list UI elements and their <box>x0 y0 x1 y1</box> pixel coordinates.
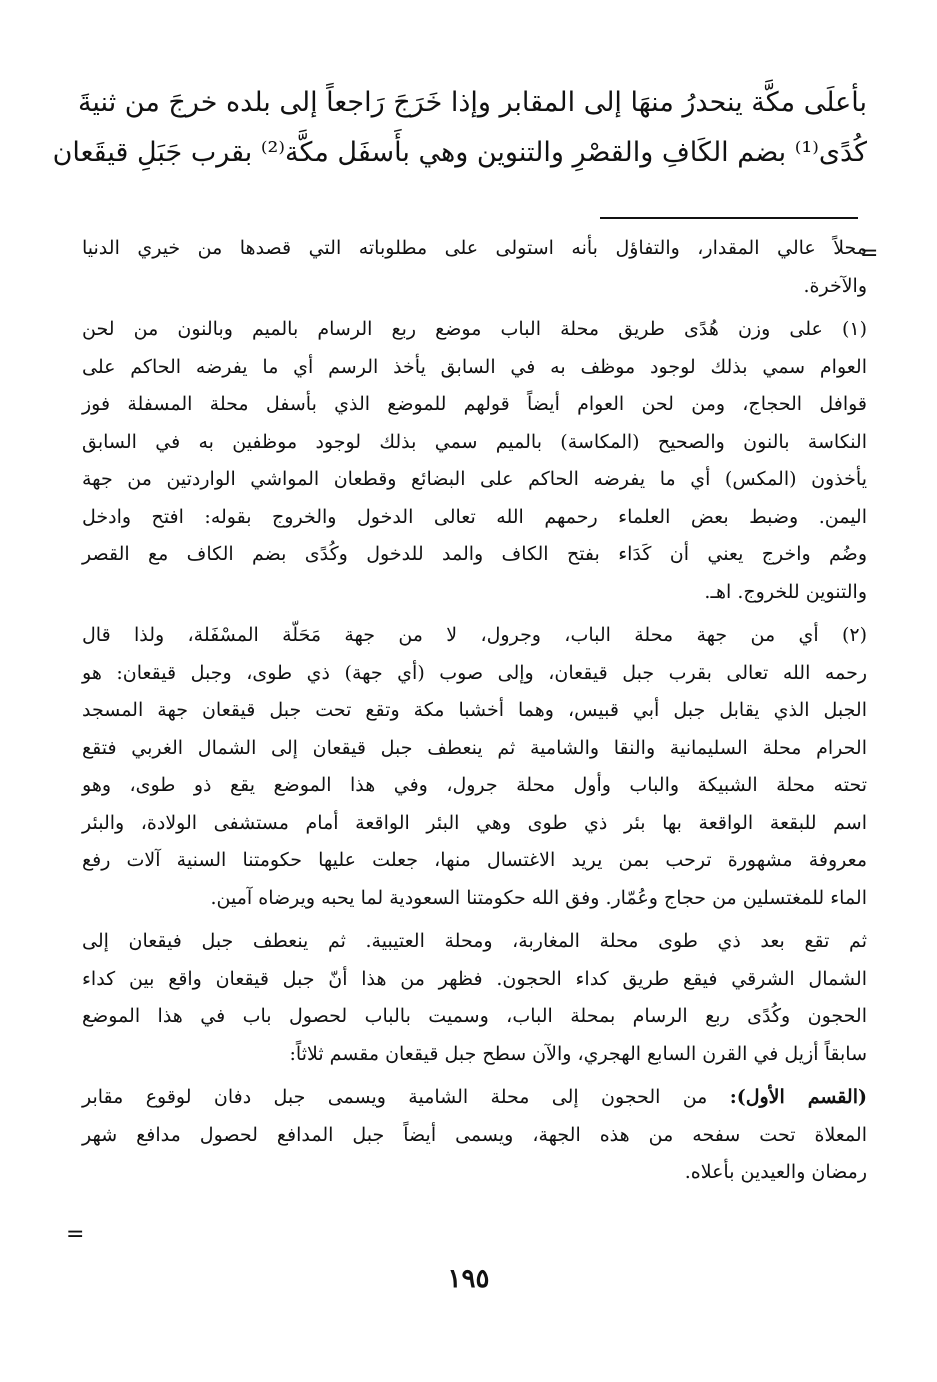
footnotes <box>82 230 867 1198</box>
footnote-line: (٢) أي من جهة محلة الباب، وجرول، لا من جهة مَحَلّة المسْفَلة، ولذا قال <box>82 624 867 646</box>
footnote-line: اسم للبقعة الواقعة بها بئر ذي طوى وهي البئر الواقعة أمام مستشفى الولادة، والبئر <box>82 811 867 834</box>
footnote-line: تحته محلة الشبيكة والباب وأول محلة جرول، وفي هذا الموضع يقع ذو طوى، وهو <box>82 774 867 796</box>
footnote-line: ثم تقع بعد ذي طوى محلة المغاربة، ومحلة العتيبية. ثم ينعطف جبل فيقعان إلى <box>82 930 867 952</box>
page-number: ١٩٥ <box>447 1264 490 1294</box>
footnote-line: الحرام محلة السليمانية والنقا والشامية ثم ينعطف جبل قيقعان إلى الشمال الغربي فتقع <box>82 736 867 759</box>
footnote-line: (١) على وزن هُدًى طريق محلة الباب موضع ربع الرسام بالميم وبالنون من لحن <box>82 318 867 340</box>
footnote-line: الجبل الذي يقابل جبل أبي قبيس، وهما أخشبا مكة وتقع تحت جبل قيقعان جهة المسجد <box>82 699 867 721</box>
footnote-line-text: من الحجون إلى محلة الشامية ويسمى جبل دفان لوقوع مقابر <box>82 1086 730 1108</box>
footnote-line: النكاسة بالنون والصحيح (المكاسة) بالميم سمي بذلك لوجود موظفين به في السابق <box>82 430 868 453</box>
footnote-line: قوافل الحجاج، ومن لحن العوام أيضاً قولهم للموضع الذي بأسفل محلة المسفلة فوز <box>82 393 867 415</box>
continuation-from-previous-mark: = <box>860 241 879 266</box>
footnote-line: العوام سمي بذلك لوجود موظف به في السابق يأخذ الرسم أي ما يفرضه الحاكم على <box>82 355 867 378</box>
footnote-2-continued <box>82 923 867 1073</box>
footnote-line: سابقاً أزيل في القرن السابع الهجري، والآن سطح جبل قيقعان مقسم ثلاثاً: <box>289 1042 867 1065</box>
footnote-line: والآخرة. <box>803 274 867 297</box>
footnote-line: وضُم واخرج يعني أن كَدَاء بفتح الكاف والمد للدخول وكُدًى بضم الكاف مع القصر <box>82 543 867 565</box>
footnote-line: رحمه الله تعالى بقرب جبل قيقعان، وإلى صوب (أي جهة) ذي طوى، وجبل قيقعان: هو <box>82 661 867 684</box>
footnote-separator <box>600 217 858 219</box>
footnote-line: الماء للمغتسلين من حجاج وعُمّار. وفق الله حكومتنا السعودية لما يحبه ويرضاه آمين. <box>210 886 867 909</box>
footnote-line: رمضان والعيدين بأعلاه. <box>684 1161 867 1183</box>
footnote-line: اليمن. وضبط بعض العلماء رحمهم الله تعالى الدخول والخروج بقوله: افتح وادخل <box>82 505 867 528</box>
footnote-line: محلاً عالي المقدار، والتفاؤل بأنه استولى على مطلوباته التي قصدها من خيري الدنيا <box>82 237 867 259</box>
main-text <box>52 78 867 178</box>
main-text-line: بأعلَى مكَّة ينحدرُ منهَا إلى المقابر وإذا خَرَجَ رَاجعاً إلى بلده خرجَ من ثنيةَ <box>77 87 867 118</box>
footnote-continuation <box>82 230 867 305</box>
main-text-line: كُدًى⁽¹⁾ بضم الكَافِ والقصْرِ والتنوين وهي بأَسفَل مكَّة⁽²⁾ بقرب جَبَلِ قيقَعان <box>52 137 867 168</box>
footnote-line <box>82 1079 867 1117</box>
footnote-line: والتنوين للخروج. اهـ. <box>704 580 867 603</box>
footnote-line: المعلاة تحت سفحه من هذه الجهة، ويسمى أيضاً جبل المدافع لحصول مدافع شهر <box>82 1123 867 1146</box>
footnote-2 <box>82 617 867 917</box>
footnote-1 <box>82 311 867 611</box>
footnote-line: معروفة مشهورة ترحب بمن يريد الاغتسال منها، جعلت عليها حكومتنا السنية آلات رفع <box>82 849 867 871</box>
footnote-line: يأخذون (المكس) أي ما يفرضه الحاكم على البضائع وقطعان المواشي الواردتين من جهة <box>82 468 867 490</box>
footnote-section-first <box>82 1079 867 1192</box>
continuation-mark: = <box>66 1222 85 1247</box>
section-heading: (القسم الأول): <box>729 1086 867 1108</box>
footnote-line: الحجون وكُدًى ربع الرسام بمحلة الباب، وسميت بالباب لحصول باب في هذا الموضع <box>82 1005 867 1027</box>
footnote-line: الشمال الشرقي فيقع طريق كداء الحجون. فظهر من هذا أنّ جبل قيقعان واقع بين كداء <box>82 967 867 990</box>
